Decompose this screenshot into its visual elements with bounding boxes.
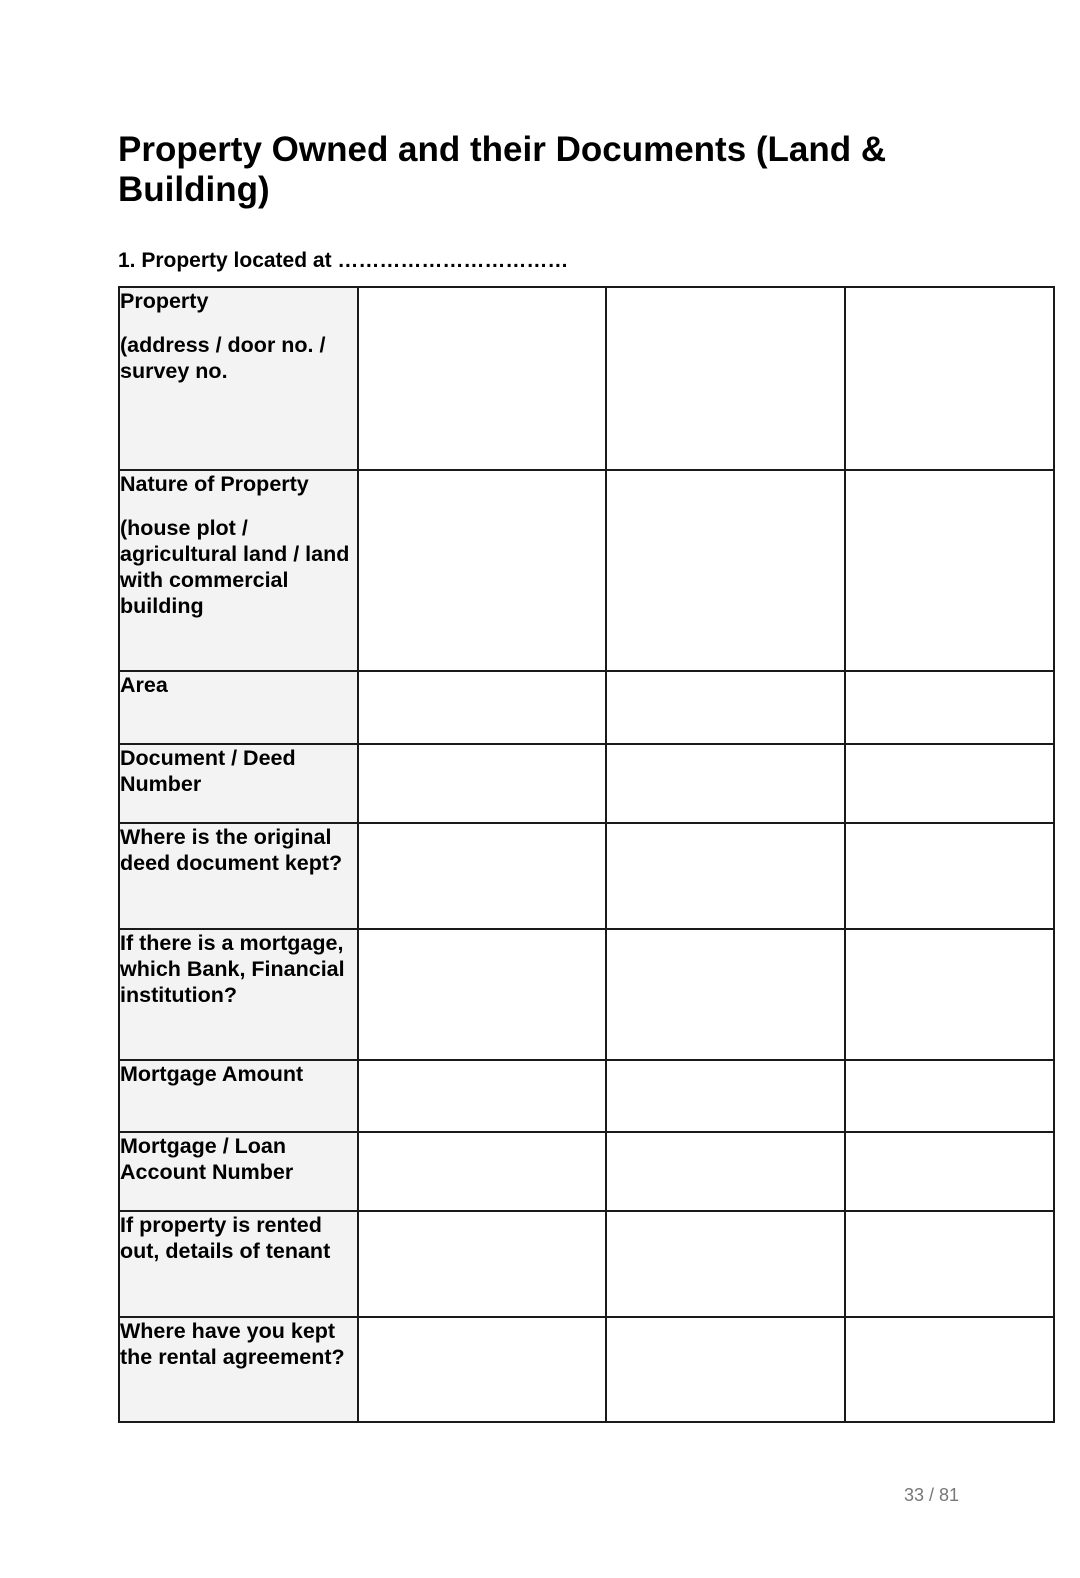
table-row: [119, 1317, 1054, 1422]
row-label-text: Property: [120, 289, 209, 313]
entry-cell[interactable]: [358, 1317, 606, 1422]
entry-cell[interactable]: [845, 823, 1054, 929]
entry-cell[interactable]: [358, 287, 606, 470]
row-label-text: Mortgage Amount: [120, 1062, 304, 1086]
table-row: [119, 1211, 1054, 1317]
row-label-text: Area: [120, 673, 168, 697]
entry-cell[interactable]: [606, 1211, 845, 1317]
table-row: [119, 470, 1054, 671]
page-title: Property Owned and their Documents (Land & Building): [118, 130, 887, 209]
row-label-tenant-details: [119, 1211, 358, 1317]
entry-cell[interactable]: [606, 1132, 845, 1211]
row-label-loan-account-number: [119, 1132, 358, 1211]
entry-cell[interactable]: [845, 744, 1054, 823]
page-indicator: 33 / 81: [904, 1485, 960, 1505]
row-label-rental-agreement: [119, 1317, 358, 1422]
table-row: [119, 1132, 1054, 1211]
row-label-property: [119, 287, 358, 470]
entry-cell[interactable]: [845, 287, 1054, 470]
entry-cell[interactable]: [606, 823, 845, 929]
entry-cell[interactable]: [358, 1060, 606, 1132]
table-row: [119, 287, 1054, 470]
row-label-text: Nature of Property: [120, 472, 309, 496]
entry-cell[interactable]: [845, 1060, 1054, 1132]
row-label-text: If there is a mortgage, which Bank, Financial institution?: [120, 931, 345, 1007]
row-label-nature-of-property: [119, 470, 358, 671]
row-label-text: Document / Deed Number: [120, 746, 296, 796]
entry-cell[interactable]: [606, 1317, 845, 1422]
entry-cell[interactable]: [358, 929, 606, 1060]
row-label-text: If property is rented out, details of tenant: [120, 1213, 331, 1263]
row-label-note: (address / door no. / survey no.: [120, 333, 326, 383]
row-label-note: (house plot / agricultural land / land with commercial building: [120, 516, 350, 618]
entry-cell[interactable]: [606, 470, 845, 671]
row-label-text: Where is the original deed document kept?: [120, 825, 343, 875]
entry-cell[interactable]: [358, 1211, 606, 1317]
entry-cell[interactable]: [358, 671, 606, 744]
row-label-deed-location: [119, 823, 358, 929]
entry-cell[interactable]: [845, 1317, 1054, 1422]
entry-cell[interactable]: [606, 1060, 845, 1132]
row-label-text: Mortgage / Loan Account Number: [120, 1134, 294, 1184]
entry-cell[interactable]: [845, 470, 1054, 671]
entry-cell[interactable]: [845, 671, 1054, 744]
row-label-text: Where have you kept the rental agreement?: [120, 1319, 345, 1369]
entry-cell[interactable]: [358, 744, 606, 823]
row-label-mortgage-bank: [119, 929, 358, 1060]
entry-cell[interactable]: [358, 470, 606, 671]
entry-cell[interactable]: [606, 744, 845, 823]
entry-cell[interactable]: [845, 1211, 1054, 1317]
entry-cell[interactable]: [606, 287, 845, 470]
entry-cell[interactable]: [845, 929, 1054, 1060]
table-row: [119, 671, 1054, 744]
table-row: [119, 1060, 1054, 1132]
entry-cell[interactable]: [358, 823, 606, 929]
table-row: [119, 744, 1054, 823]
entry-cell[interactable]: [845, 1132, 1054, 1211]
row-label-deed-number: [119, 744, 358, 823]
table-row: [119, 929, 1054, 1060]
row-label-area: [119, 671, 358, 744]
section-heading: 1. Property located at ……………………………: [118, 249, 569, 272]
entry-cell[interactable]: [606, 671, 845, 744]
table-row: [119, 823, 1054, 929]
entry-cell[interactable]: [358, 1132, 606, 1211]
row-label-mortgage-amount: [119, 1060, 358, 1132]
property-table: [118, 286, 1055, 1423]
entry-cell[interactable]: [606, 929, 845, 1060]
